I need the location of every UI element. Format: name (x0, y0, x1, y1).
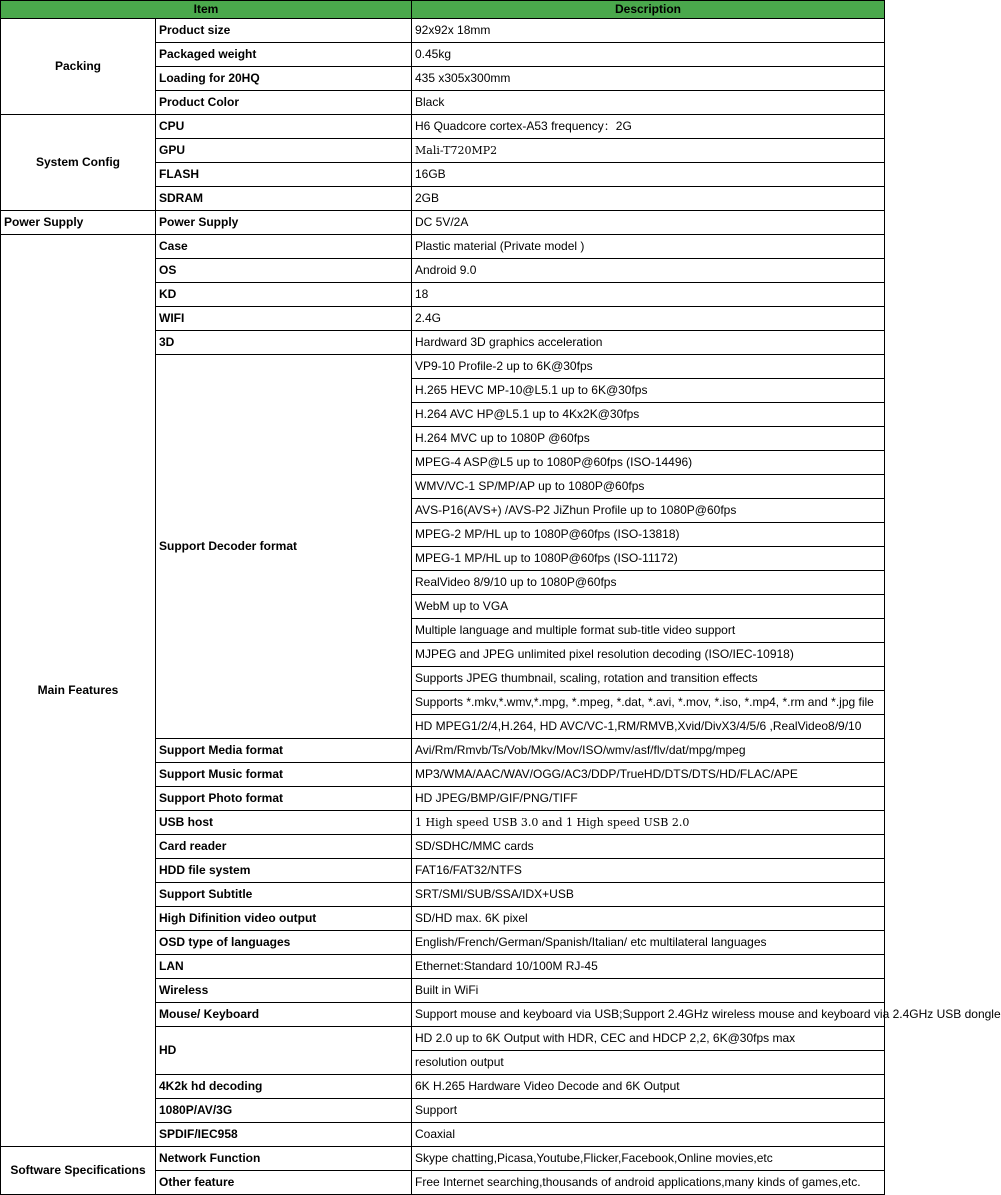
description-cell: Supports JPEG thumbnail, scaling, rotation and transition effects (412, 667, 885, 691)
description-cell: MPEG-2 MP/HL up to 1080P@60fps (ISO-13818) (412, 523, 885, 547)
description-cell: Supports *.mkv,*.wmv,*.mpg, *.mpeg, *.dat, *.avi, *.mov, *.iso, *.mp4, *.rm and *.jpg file (412, 691, 885, 715)
item-label: Support Subtitle (156, 883, 412, 907)
group-label: System Config (1, 115, 156, 211)
item-label: Product size (156, 19, 412, 43)
description-cell: SD/SDHC/MMC cards (412, 835, 885, 859)
item-label: Packaged weight (156, 43, 412, 67)
description-cell: Ethernet:Standard 10/100M RJ-45 (412, 955, 885, 979)
item-label: Mouse/ Keyboard (156, 1003, 412, 1027)
item-label: Support Music format (156, 763, 412, 787)
description-cell: WMV/VC-1 SP/MP/AP up to 1080P@60fps (412, 475, 885, 499)
item-label: 1080P/AV/3G (156, 1099, 412, 1123)
item-label: FLASH (156, 163, 412, 187)
header-item: Item (1, 1, 412, 19)
description-cell: Support mouse and keyboard via USB;Support 2.4GHz wireless mouse and keyboard via 2.4GHz USB dongle (412, 1003, 885, 1027)
item-label: 3D (156, 331, 412, 355)
description-cell: 92x92x 18mm (412, 19, 885, 43)
item-label: Card reader (156, 835, 412, 859)
item-label: WIFI (156, 307, 412, 331)
description-cell: Mali-T720MP2 (412, 139, 885, 163)
item-label: HD (156, 1027, 412, 1075)
item-label: Support Media format (156, 739, 412, 763)
description-cell: DC 5V/2A (412, 211, 885, 235)
description-cell: MP3/WMA/AAC/WAV/OGG/AC3/DDP/TrueHD/DTS/DTS/HD/FLAC/APE (412, 763, 885, 787)
description-cell: 0.45kg (412, 43, 885, 67)
item-label: HDD file system (156, 859, 412, 883)
item-label: SDRAM (156, 187, 412, 211)
description-cell: English/French/German/Spanish/Italian/ etc multilateral languages (412, 931, 885, 955)
description-cell: 2.4G (412, 307, 885, 331)
description-cell: RealVideo 8/9/10 up to 1080P@60fps (412, 571, 885, 595)
item-label: Case (156, 235, 412, 259)
item-label: Product Color (156, 91, 412, 115)
description-cell: SRT/SMI/SUB/SSA/IDX+USB (412, 883, 885, 907)
description-cell: Hardward 3D graphics acceleration (412, 331, 885, 355)
description-cell: SD/HD max. 6K pixel (412, 907, 885, 931)
item-label: LAN (156, 955, 412, 979)
description-cell: 6K H.265 Hardware Video Decode and 6K Output (412, 1075, 885, 1099)
description-cell: Android 9.0 (412, 259, 885, 283)
group-label: Packing (1, 19, 156, 115)
description-cell: MPEG-1 MP/HL up to 1080P@60fps (ISO-11172) (412, 547, 885, 571)
description-cell: Avi/Rm/Rmvb/Ts/Vob/Mkv/Mov/ISO/wmv/asf/flv/dat/mpg/mpeg (412, 739, 885, 763)
description-cell: VP9-10 Profile-2 up to 6K@30fps (412, 355, 885, 379)
item-label: High Difinition video output (156, 907, 412, 931)
description-cell: AVS-P16(AVS+) /AVS-P2 JiZhun Profile up to 1080P@60fps (412, 499, 885, 523)
description-cell: H.264 MVC up to 1080P @60fps (412, 427, 885, 451)
description-cell: H6 Quadcore cortex-A53 frequency：2G (412, 115, 885, 139)
description-cell: Skype chatting,Picasa,Youtube,Flicker,Facebook,Online movies,etc (412, 1147, 885, 1171)
description-cell: WebM up to VGA (412, 595, 885, 619)
item-label: KD (156, 283, 412, 307)
item-label: OSD type of languages (156, 931, 412, 955)
item-label: OS (156, 259, 412, 283)
item-label: Network Function (156, 1147, 412, 1171)
description-cell: 18 (412, 283, 885, 307)
table-row (1, 1147, 885, 1171)
item-label: CPU (156, 115, 412, 139)
item-label: Support Decoder format (156, 355, 412, 739)
item-label: SPDIF/IEC958 (156, 1123, 412, 1147)
item-label: Support Photo format (156, 787, 412, 811)
table-row (1, 19, 885, 43)
description-cell: H.265 HEVC MP-10@L5.1 up to 6K@30fps (412, 379, 885, 403)
description-cell: 16GB (412, 163, 885, 187)
group-label: Power Supply (1, 211, 156, 235)
description-cell: Coaxial (412, 1123, 885, 1147)
item-label: Wireless (156, 979, 412, 1003)
item-label: GPU (156, 139, 412, 163)
description-cell: HD 2.0 up to 6K Output with HDR, CEC and HDCP 2,2, 6K@30fps max (412, 1027, 885, 1051)
table-row (1, 115, 885, 139)
table-row (1, 235, 885, 259)
item-label: Power Supply (156, 211, 412, 235)
description-cell: Built in WiFi (412, 979, 885, 1003)
description-cell: HD JPEG/BMP/GIF/PNG/TIFF (412, 787, 885, 811)
description-cell: 1 High speed USB 3.0 and 1 High speed USB 2.0 (412, 811, 885, 835)
description-cell: 435 x305x300mm (412, 67, 885, 91)
header-row (1, 1, 885, 19)
description-cell: Free Internet searching,thousands of android applications,many kinds of games,etc. (412, 1171, 885, 1195)
item-label: 4K2k hd decoding (156, 1075, 412, 1099)
group-label: Software Specifications (1, 1147, 156, 1195)
description-cell: resolution output (412, 1051, 885, 1075)
description-cell: MJPEG and JPEG unlimited pixel resolution decoding (ISO/IEC-10918) (412, 643, 885, 667)
description-cell: MPEG-4 ASP@L5 up to 1080P@60fps (ISO-14496) (412, 451, 885, 475)
description-cell: Black (412, 91, 885, 115)
spec-body (1, 19, 1001, 1195)
description-cell: H.264 AVC HP@L5.1 up to 4Kx2K@30fps (412, 403, 885, 427)
description-cell: 2GB (412, 187, 885, 211)
item-label: Other feature (156, 1171, 412, 1195)
description-cell: Support (412, 1099, 885, 1123)
item-label: Loading for 20HQ (156, 67, 412, 91)
description-cell: HD MPEG1/2/4,H.264, HD AVC/VC-1,RM/RMVB,Xvid/DivX3/4/5/6 ,RealVideo8/9/10 (412, 715, 885, 739)
description-cell: Multiple language and multiple format sub-title video support (412, 619, 885, 643)
description-cell: Plastic material (Private model ) (412, 235, 885, 259)
group-label: Main Features (1, 235, 156, 1147)
description-cell: FAT16/FAT32/NTFS (412, 859, 885, 883)
item-label: USB host (156, 811, 412, 835)
table-row (1, 211, 885, 235)
header-description: Description (412, 1, 885, 19)
